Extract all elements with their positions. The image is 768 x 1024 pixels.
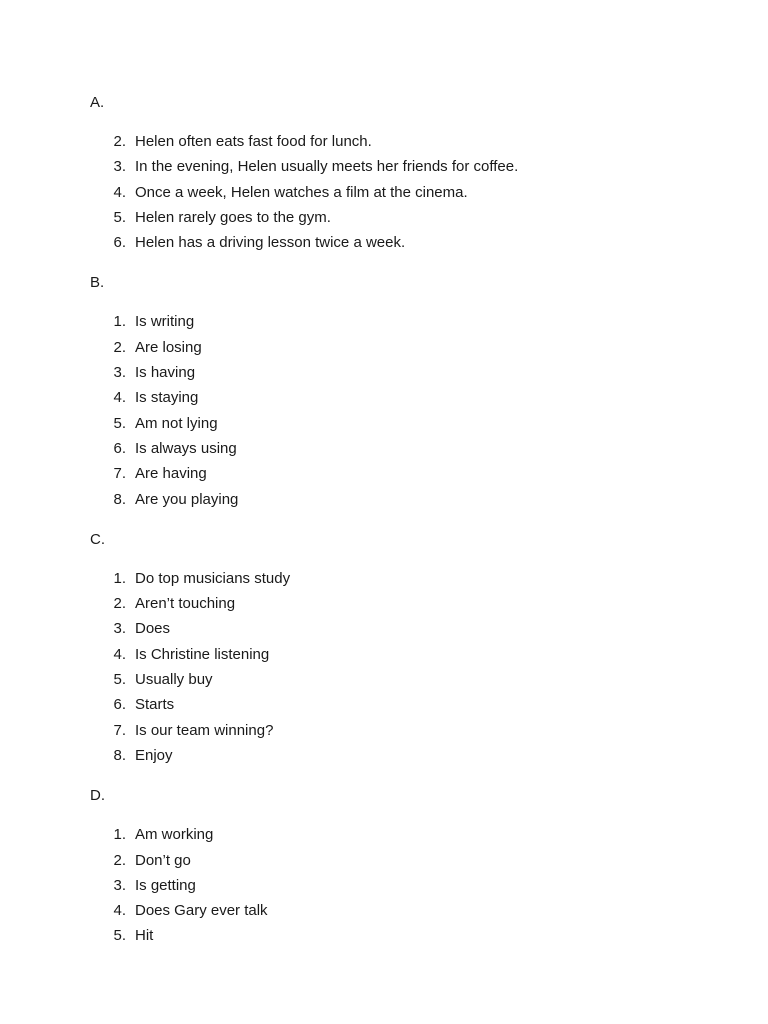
item-text: Are you playing (135, 490, 239, 508)
answer-section-c (0, 529, 768, 768)
item-text: Does Gary ever talk (135, 902, 268, 920)
item-number: 4. (113, 902, 126, 920)
answer-item (90, 309, 768, 334)
answer-item (90, 848, 768, 873)
answer-item (90, 923, 768, 948)
answer-section-a (0, 92, 768, 255)
answer-item (90, 692, 768, 717)
item-text: Is our team winning? (135, 721, 274, 739)
answer-list (90, 566, 768, 768)
item-number: 4. (113, 645, 126, 663)
item-number: 3. (113, 620, 126, 638)
section-heading: A. (90, 94, 105, 111)
item-number: 2. (113, 338, 126, 356)
answer-item (90, 385, 768, 410)
item-text: Aren’t touching (135, 595, 236, 613)
section-heading: B. (90, 274, 105, 292)
item-number: 7. (113, 721, 126, 739)
item-text: Once a week, Helen watches a film at the cinema. (135, 183, 468, 201)
item-text: Don’t go (135, 851, 191, 869)
item-text: Do top musicians study (135, 569, 291, 587)
answer-item (90, 873, 768, 898)
item-text: Is Christine listening (135, 645, 270, 663)
item-number: 1. (113, 313, 126, 331)
item-text: Is writing (135, 313, 195, 331)
answer-item (90, 718, 768, 743)
item-text: Enjoy (135, 746, 173, 764)
answer-item (90, 566, 768, 591)
answer-item (90, 487, 768, 512)
answer-item (90, 335, 768, 360)
item-text: In the evening, Helen usually meets her friends for coffee. (135, 158, 519, 176)
answer-section-b (0, 272, 768, 511)
answer-item (90, 743, 768, 768)
section-heading: C. (90, 530, 105, 548)
item-number: 3. (113, 364, 126, 382)
item-number: 5. (113, 927, 126, 945)
item-number: 5. (113, 414, 126, 432)
item-number: 3. (113, 876, 126, 894)
answer-item (90, 411, 768, 436)
item-number: 7. (113, 465, 126, 483)
item-text: Am not lying (135, 414, 218, 432)
answer-item (90, 822, 768, 847)
item-number: 4. (113, 183, 126, 201)
item-number: 8. (113, 490, 126, 508)
item-number: 2. (113, 595, 126, 613)
item-text: Does (135, 620, 171, 638)
item-number: 6. (113, 696, 126, 714)
item-text: Is staying (135, 389, 199, 407)
answer-item (90, 360, 768, 385)
item-text: Are having (135, 465, 207, 483)
answer-section-d (0, 785, 768, 948)
item-number: 1. (113, 569, 126, 587)
item-number: 1. (113, 826, 126, 844)
item-number: 6. (113, 234, 126, 252)
answer-item (90, 642, 768, 667)
item-text: Is having (135, 364, 196, 382)
answer-key (0, 92, 768, 966)
answer-list (90, 309, 768, 511)
item-text: Helen has a driving lesson twice a week. (135, 234, 406, 252)
answer-item (90, 230, 768, 255)
item-text: Helen rarely goes to the gym. (135, 208, 331, 226)
item-number: 3. (113, 158, 126, 176)
answer-item (90, 667, 768, 692)
answer-item (90, 154, 768, 179)
item-text: Helen often eats fast food for lunch. (135, 133, 372, 150)
answer-item (90, 616, 768, 641)
item-text: Are losing (135, 338, 202, 356)
item-text: Am working (135, 826, 214, 844)
item-number: 5. (113, 671, 126, 689)
item-text: Is always using (135, 439, 237, 457)
answer-list (90, 129, 768, 255)
section-heading: D. (90, 787, 105, 805)
item-text: Hit (135, 927, 154, 945)
answer-item (90, 205, 768, 230)
item-number: 8. (113, 746, 126, 764)
item-number: 5. (113, 208, 126, 226)
answer-item (90, 180, 768, 205)
item-text: Usually buy (135, 671, 213, 689)
item-number: 2. (113, 133, 126, 150)
item-number: 6. (113, 439, 126, 457)
answer-item (90, 461, 768, 486)
item-number: 4. (113, 389, 126, 407)
answer-item (90, 591, 768, 616)
answer-item (90, 436, 768, 461)
answer-item (90, 129, 768, 154)
answer-list (90, 822, 768, 948)
item-number: 2. (113, 851, 126, 869)
item-text: Starts (135, 696, 175, 714)
answer-item (90, 898, 768, 923)
item-text: Is getting (135, 876, 196, 894)
